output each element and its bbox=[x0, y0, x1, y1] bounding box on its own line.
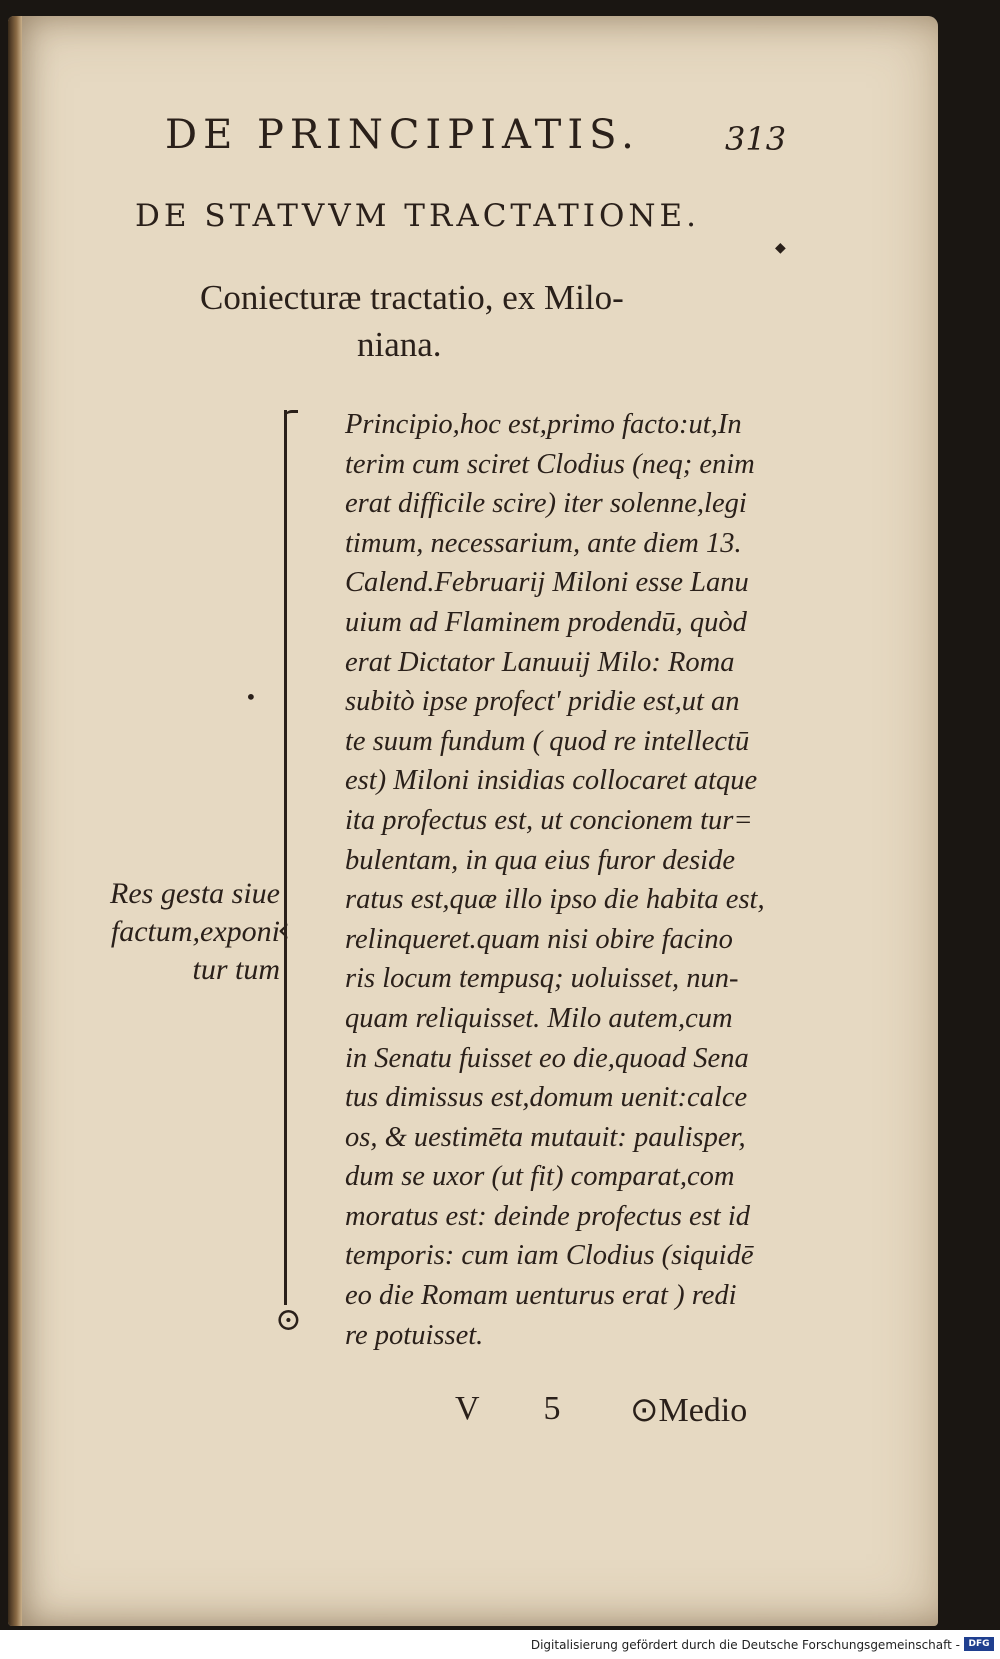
body-line: re potuisset. bbox=[345, 1319, 484, 1351]
ink-dot-icon: • bbox=[245, 685, 257, 709]
margin-note bbox=[80, 875, 280, 989]
body-text bbox=[345, 405, 785, 1355]
body-line: subitò ipse profect' pridie est,ut an bbox=[345, 686, 740, 718]
brace-top bbox=[284, 410, 298, 427]
digitization-footer bbox=[0, 1630, 1000, 1659]
footer-credit: Digitalisierung gefördert durch die Deutsche Forschungsgemeinschaft - bbox=[530, 1638, 960, 1652]
brace-line bbox=[284, 410, 307, 1305]
page-number: 313 bbox=[725, 120, 787, 158]
body-line: erat difficile scire) iter solenne,legi bbox=[345, 488, 747, 520]
running-head: DE PRINCIPIATIS. bbox=[165, 112, 640, 158]
body-line: ita profectus est, ut concionem tur= bbox=[345, 804, 753, 836]
body-line: ris locum tempusq; uoluisset, nun- bbox=[345, 963, 739, 995]
body-line: bulentam, in qua eius furor deside bbox=[345, 844, 735, 876]
body-line: erat Dictator Lanuuij Milo: Roma bbox=[345, 646, 735, 678]
subtitle-line-1: Coniecturæ tractatio, ex Milo- bbox=[200, 278, 624, 317]
body-line: temporis: cum iam Clodius (siquidē bbox=[345, 1240, 754, 1272]
ink-speck-icon: ◆ bbox=[775, 240, 786, 256]
body-line: uium ad Flaminem prodendū, quòd bbox=[345, 606, 747, 638]
body-line: ratus est,quæ illo ipso die habita est, bbox=[345, 884, 765, 916]
margin-note-line: tur tum bbox=[192, 953, 280, 986]
body-line: tus dimissus est,domum uenit:calce bbox=[345, 1082, 748, 1114]
catchword: ⊙Medio bbox=[630, 1392, 748, 1429]
body-line: est) Miloni insidias collocaret atque bbox=[345, 765, 758, 797]
body-line: timum, necessarium, ante diem 13. bbox=[345, 527, 742, 559]
dfg-logo-icon: DFG bbox=[964, 1637, 994, 1651]
body-line: eo die Romam uenturus erat ) redi bbox=[345, 1280, 737, 1312]
circle-mark-icon: ⊙ bbox=[275, 1300, 302, 1338]
margin-note-line: factum,exponi bbox=[110, 915, 280, 948]
body-line: quam reliquisset. Milo autem,cum bbox=[345, 1002, 733, 1034]
section-title: DE STATVVM TRACTATIONE. bbox=[135, 198, 701, 234]
body-line: os, & uestimēta mutauit: paulisper, bbox=[345, 1121, 746, 1153]
subtitle-line-2: niana. bbox=[357, 325, 442, 364]
body-line: terim cum sciret Clodius (neq; enim bbox=[345, 448, 755, 480]
body-line: relinqueret.quam nisi obire facino bbox=[345, 923, 733, 955]
body-line: dum se uxor (ut fit) comparat,com bbox=[345, 1161, 735, 1193]
margin-note-line: Res gesta siue bbox=[110, 877, 280, 910]
signature-mark: V 5 bbox=[455, 1390, 589, 1427]
brace-point-icon: ‹ bbox=[277, 910, 291, 950]
body-line: in Senatu fuisset eo die,quoad Sena bbox=[345, 1042, 749, 1074]
body-line: te suum fundum ( quod re intellectū bbox=[345, 725, 750, 757]
body-line: Principio,hoc est,primo facto:ut,In bbox=[345, 409, 742, 440]
body-line: moratus est: deinde profectus est id bbox=[345, 1200, 751, 1232]
body-line: Calend.Februarij Miloni esse Lanu bbox=[345, 567, 749, 599]
page-binding-edge bbox=[8, 16, 22, 1626]
